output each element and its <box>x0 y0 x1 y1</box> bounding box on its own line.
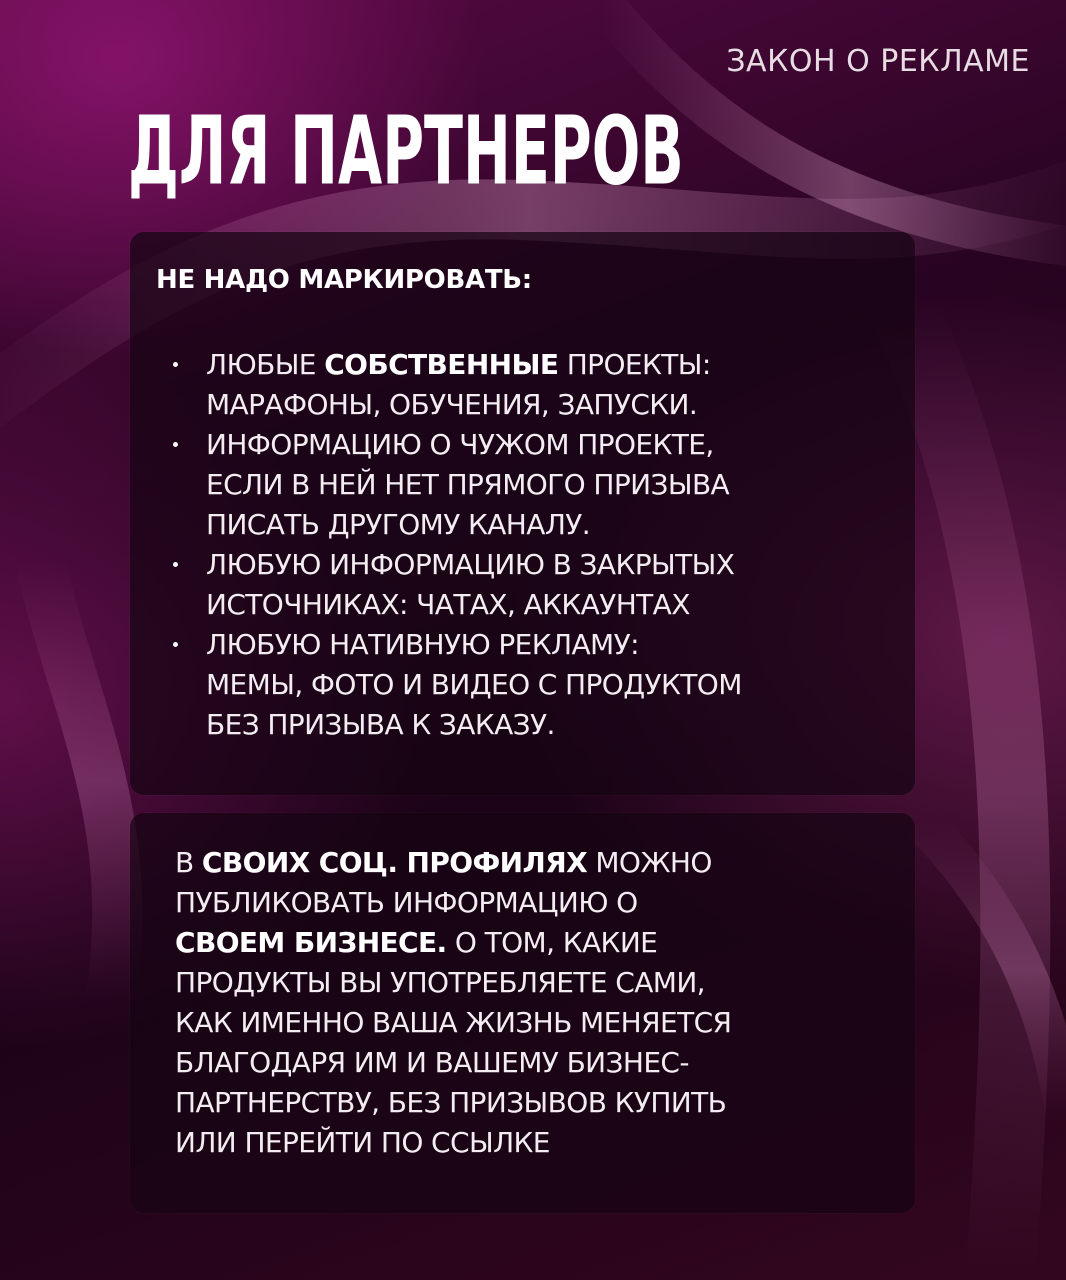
bullet-list <box>170 345 742 745</box>
list-item <box>170 345 742 425</box>
bullet-dot-icon <box>173 442 178 447</box>
bullet-dot-icon <box>173 362 178 367</box>
paragraph-line: СВОЕМ БИЗНЕСЕ. О ТОМ, КАКИЕ <box>175 926 658 959</box>
bullet-dot-icon <box>173 562 178 567</box>
list-item-line: ЛЮБЫЕ СОБСТВЕННЫЕ ПРОЕКТЫ: <box>206 348 711 381</box>
list-item-line: ИСТОЧНИКАХ: ЧАТАХ, АККАУНТАХ <box>206 588 690 621</box>
paragraph-line: КАК ИМЕННО ВАША ЖИЗНЬ МЕНЯЕТСЯ <box>175 1006 732 1039</box>
list-item-line: ЛЮБУЮ ИНФОРМАЦИЮ В ЗАКРЫТЫХ <box>206 548 735 581</box>
card-heading: НЕ НАДО МАРКИРОВАТЬ: <box>156 265 532 295</box>
card-paragraph <box>175 843 731 1163</box>
list-item-line: ИНФОРМАЦИЮ О ЧУЖОМ ПРОЕКТЕ, <box>206 428 714 461</box>
list-item-line: ПИСАТЬ ДРУГОМУ КАНАЛУ. <box>206 508 591 541</box>
bullet-dot-icon <box>173 642 178 647</box>
paragraph-line: В СВОИХ СОЦ. ПРОФИЛЯХ МОЖНО <box>175 846 712 879</box>
list-item <box>170 625 742 745</box>
page-title: ДЛЯ ПАРТНЕРОВ <box>128 96 684 206</box>
list-item-line: БЕЗ ПРИЗЫВА К ЗАКАЗУ. <box>206 708 555 741</box>
social-profiles-card <box>130 813 915 1213</box>
list-item-line: МЕМЫ, ФОТО И ВИДЕО С ПРОДУКТОМ <box>206 668 742 701</box>
paragraph-line: ПУБЛИКОВАТЬ ИНФОРМАЦИЮ О <box>175 886 638 919</box>
paragraph-line: БЛАГОДАРЯ ИМ И ВАШЕМУ БИЗНЕС- <box>175 1046 689 1079</box>
list-item-line: ЛЮБУЮ НАТИВНУЮ РЕКЛАМУ: <box>206 628 639 661</box>
emphasis-text: СОБСТВЕННЫЕ <box>324 348 559 381</box>
emphasis-text: СВОИХ СОЦ. ПРОФИЛЯХ <box>201 846 588 879</box>
list-item-line: ЕСЛИ В НЕЙ НЕТ ПРЯМОГО ПРИЗЫВА <box>206 468 730 501</box>
section-eyebrow: ЗАКОН О РЕКЛАМЕ <box>726 44 1030 79</box>
list-item <box>170 425 742 545</box>
paragraph-line: ПРОДУКТЫ ВЫ УПОТРЕБЛЯЕТЕ САМИ, <box>175 966 705 999</box>
list-item-line: МАРАФОНЫ, ОБУЧЕНИЯ, ЗАПУСКИ. <box>206 388 698 421</box>
list-item <box>170 545 742 625</box>
do-not-label-card <box>130 232 915 795</box>
emphasis-text: СВОЕМ БИЗНЕСЕ. <box>175 926 447 959</box>
paragraph-line: ИЛИ ПЕРЕЙТИ ПО ССЫЛКЕ <box>175 1126 550 1159</box>
paragraph-line: ПАРТНЕРСТВУ, БЕЗ ПРИЗЫВОВ КУПИТЬ <box>175 1086 727 1119</box>
